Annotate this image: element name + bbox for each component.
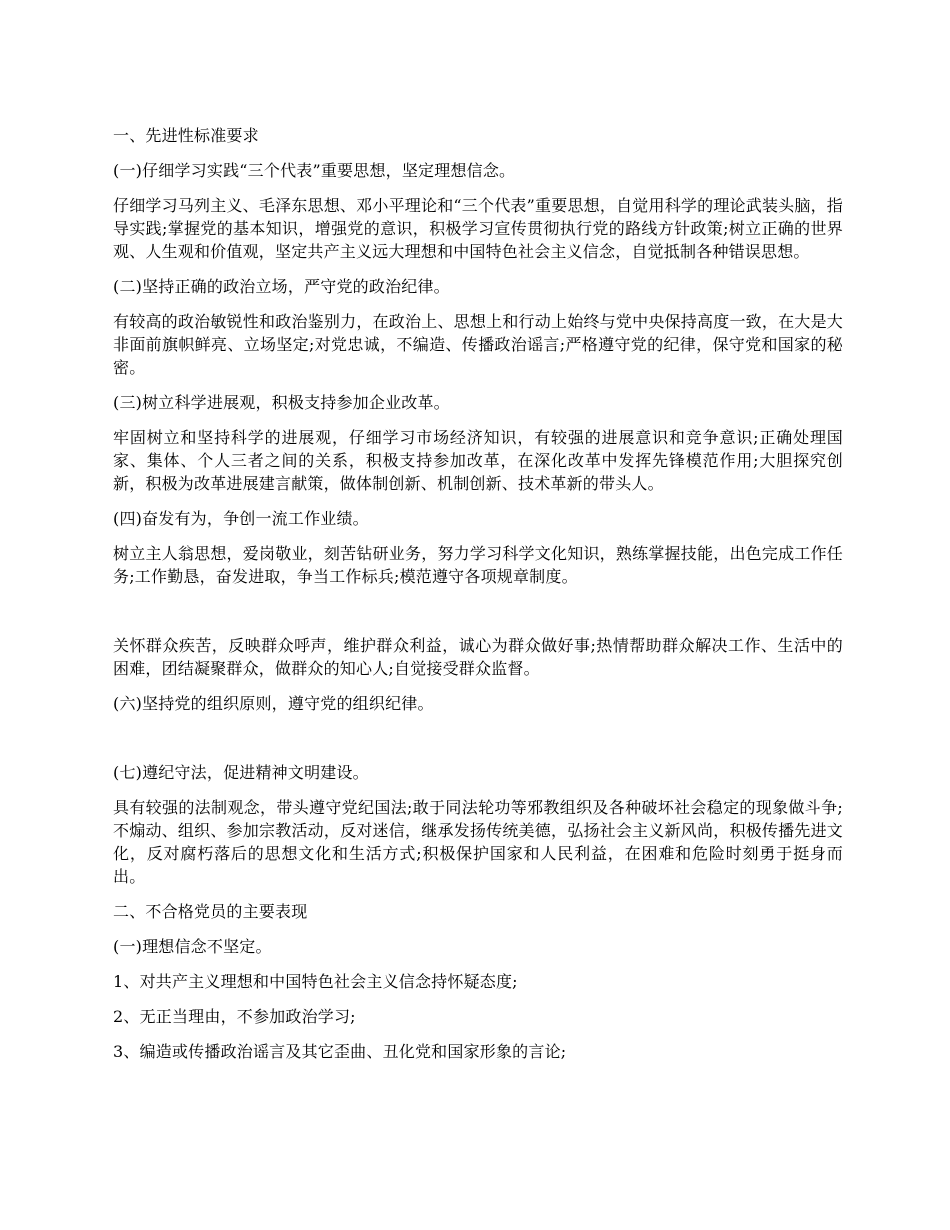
list-item-1: 1、对共产主义理想和中国特色社会主义信念持怀疑态度;	[113, 972, 518, 991]
subheading-4: (四)奋发有为，争创一流工作业绩。	[113, 509, 369, 528]
subheading-3: (三)树立科学进展观，积极支持参加企业改革。	[113, 393, 450, 412]
subheading-2-1: (一)理想信念不坚定。	[113, 937, 272, 956]
body-paragraph-2: 有较高的政治敏锐性和政治鉴别力，在政治上、思想上和行动上始终与党中央保持高度一致，在大是大非面前旗帜鲜亮、立场坚定;对党忠诚，不编造、传播政治谣言;严格遵守党的纪律，保守党和国家的秘密。	[113, 312, 843, 377]
subheading-1: (一)仔细学习实践“三个代表”重要思想，坚定理想信念。	[113, 161, 516, 180]
document-page	[113, 124, 843, 1075]
subheading-7: (七)遵纪守法，促进精神文明建设。	[113, 763, 369, 782]
subheading-6: (六)坚持党的组织原则，遵守党的组织纪律。	[113, 694, 434, 713]
list-item-2: 2、无正当理由，不参加政治学习;	[113, 1007, 356, 1026]
section-heading-1: 一、先进性标准要求	[113, 126, 259, 145]
list-item-3: 3、编造或传播政治谣言及其它歪曲、丑化党和国家形象的言论;	[113, 1042, 567, 1061]
body-paragraph-4: 树立主人翁思想，爱岗敬业，刻苦钻研业务，努力学习科学文化知识，熟练掌握技能，出色完成工作任务;工作勤恳，奋发进取，争当工作标兵;模范遵守各项规章制度。	[113, 544, 843, 586]
body-paragraph-1: 仔细学习马列主义、毛泽东思想、邓小平理论和“三个代表”重要思想，自觉用科学的理论武装头脑，指导实践;掌握党的基本知识，增强党的意识，积极学习宣传贯彻执行党的路线方针政策;树立正确的世界观、人生观和价值观，坚定共产主义远大理想和中国特色社会主义信念，自觉抵制各种错误思想。	[113, 196, 843, 261]
body-paragraph-3: 牢固树立和坚持科学的进展观，仔细学习市场经济知识，有较强的进展意识和竞争意识;正确处理国家、集体、个人三者之间的关系，积极支持参加改革，在深化改革中发挥先锋模范作用;大胆探究创新，积极为改革进展建言献策，做体制创新、机制创新、技术革新的带头人。	[113, 428, 843, 493]
subheading-2: (二)坚持正确的政治立场，严守党的政治纪律。	[113, 277, 450, 296]
section-heading-2: 二、不合格党员的主要表现	[113, 902, 308, 921]
body-paragraph-5: 关怀群众疾苦，反映群众呼声，维护群众利益，诚心为群众做好事;热情帮助群众解决工作、生活中的困难，团结凝聚群众，做群众的知心人;自觉接受群众监督。	[113, 636, 843, 678]
body-paragraph-7: 具有较强的法制观念，带头遵守党纪国法;敢于同法轮功等邪教组织及各种破坏社会稳定的现象做斗争;不煽动、组织、参加宗教活动，反对迷信，继承发扬传统美德，弘扬社会主义新风尚，积极传播先进文化，反对腐朽落后的思想文化和生活方式;积极保护国家和人民利益，在困难和危险时刻勇于挺身而出。	[113, 798, 843, 886]
